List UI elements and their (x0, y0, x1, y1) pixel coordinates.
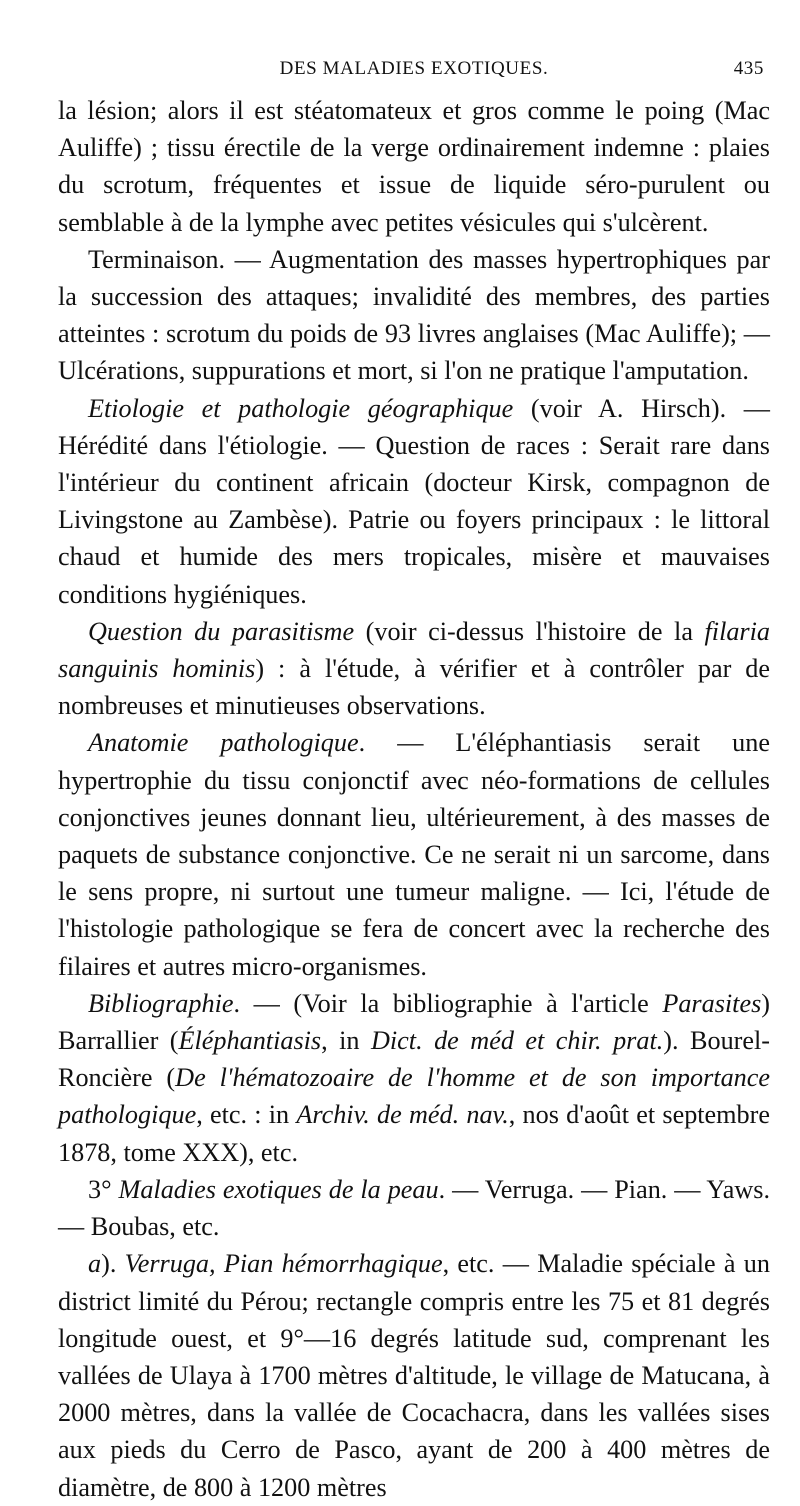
italic-text: Etiologie et pathologie géographique (88, 393, 514, 423)
italic-text: Question du parasitisme (88, 616, 355, 646)
text-run: , in (321, 1026, 371, 1056)
paragraph (58, 724, 770, 984)
paragraph (58, 92, 770, 241)
text-run: . — (Voir la bibliographie à l'article (233, 988, 663, 1018)
italic-text: filaria sanguinis hominis (58, 616, 770, 684)
page-header (58, 58, 770, 92)
italic-text: Parasites (662, 988, 762, 1018)
italic-text: a (88, 1249, 102, 1279)
book-page (58, 58, 770, 1506)
paragraph (58, 241, 770, 390)
text-run: ) : à l'étude, à vérifier et à contrôler par de nombreuses et minutieuses observations. (58, 654, 771, 721)
text-run: (voir A. Hirsch). — Hérédité dans l'étiologie. — Question de races : Serait rare dans l'intérieur du continent africain (docteur Kirsk, compagnon de Livingstone au Zambèse). Patrie ou foyers principaux : le littoral chaud et humide des mers tropicales, misère et mauvaises conditions hygiéniques. (58, 393, 770, 609)
text-run: ). (101, 1249, 125, 1279)
text-run: . — L'éléphantiasis serait une hypertrophie du tissu conjonctif avec néo-formations de cellules conjonctives jeunes donnant lieu, ultérieurement, à des masses de paquets de substance conjonctive. Ce ne serait ni un sarcome, dans le sens propre, ni surtout une tumeur maligne. — Ici, l'étude de l'histologie pathologique se fera de concert avec la recherche des filaires et autres micro-organismes. (58, 728, 770, 981)
page-number: 435 (733, 58, 764, 79)
text-run: , nos d'août et septembre 1878, tome XXX), etc. (58, 1100, 770, 1167)
italic-text: Bibliographie (88, 988, 234, 1018)
text-run: ). Bourel-Roncière ( (58, 1026, 771, 1093)
italic-text: Éléphantiasis (178, 1026, 322, 1056)
text-run: la lésion; alors il est stéatomateux et gros comme le poing (Mac Auliffe) ; tissu érectile de la verge ordinairement indemne : plaies du scrotum, fréquentes et issue de liquide séro-purulent ou semblable à de la lymphe avec petites vésicules qui s'ulcèrent. (58, 96, 770, 237)
paragraph (58, 1171, 770, 1245)
text-run: (voir ci-dessus l'histoire de la (354, 616, 705, 646)
paragraph (58, 1245, 770, 1505)
paragraph (58, 390, 770, 613)
text-run: 3° (88, 1174, 119, 1204)
italic-text: Verruga, Pian hémorrhagique (124, 1249, 443, 1279)
body-text (58, 92, 770, 1506)
italic-text: Dict. de méd et chir. prat. (370, 1026, 664, 1056)
italic-text: Maladies exotiques de la peau (118, 1174, 439, 1204)
text-run: , etc. : in (196, 1100, 297, 1130)
text-run: ) Barrallier ( (58, 988, 770, 1056)
paragraph (58, 985, 770, 1171)
italic-text: Anatomie pathologique (88, 728, 359, 758)
text-run: . — Verruga. — Pian. — Yaws. — Boubas, etc. (58, 1174, 770, 1242)
paragraph (58, 613, 770, 725)
text-run: Terminaison. — Augmentation des masses hypertrophiques par la succession des attaques; invalidité des membres, des parties atteintes : scrotum du poids de 93 livres anglaises (Mac Auliffe); — Ulcérations, suppurations et mort, si l'on ne pratique l'amputation. (58, 244, 770, 386)
italic-text: Archiv. de méd. nav. (296, 1100, 509, 1130)
italic-text: De l'hématozoaire de l'homme et de son importance pathologique (58, 1063, 770, 1130)
text-run: , etc. — Maladie spéciale à un district limité du Pérou; rectangle compris entre les 75 et 81 degrés longitude ouest, et 9°—16 degrés latitude sud, comprenant les vallées de Ulaya à 1700 mètres d'altitude, le village de Matucana, à 2000 mètres, dans la vallée de Cocachacra, dans les vallées sises aux pieds du Cerro de Pasco, ayant de 200 à 400 mètres de diamètre, de 800 à 1200 mètres (58, 1249, 770, 1502)
running-title: DES MALADIES EXOTIQUES. (279, 58, 549, 79)
